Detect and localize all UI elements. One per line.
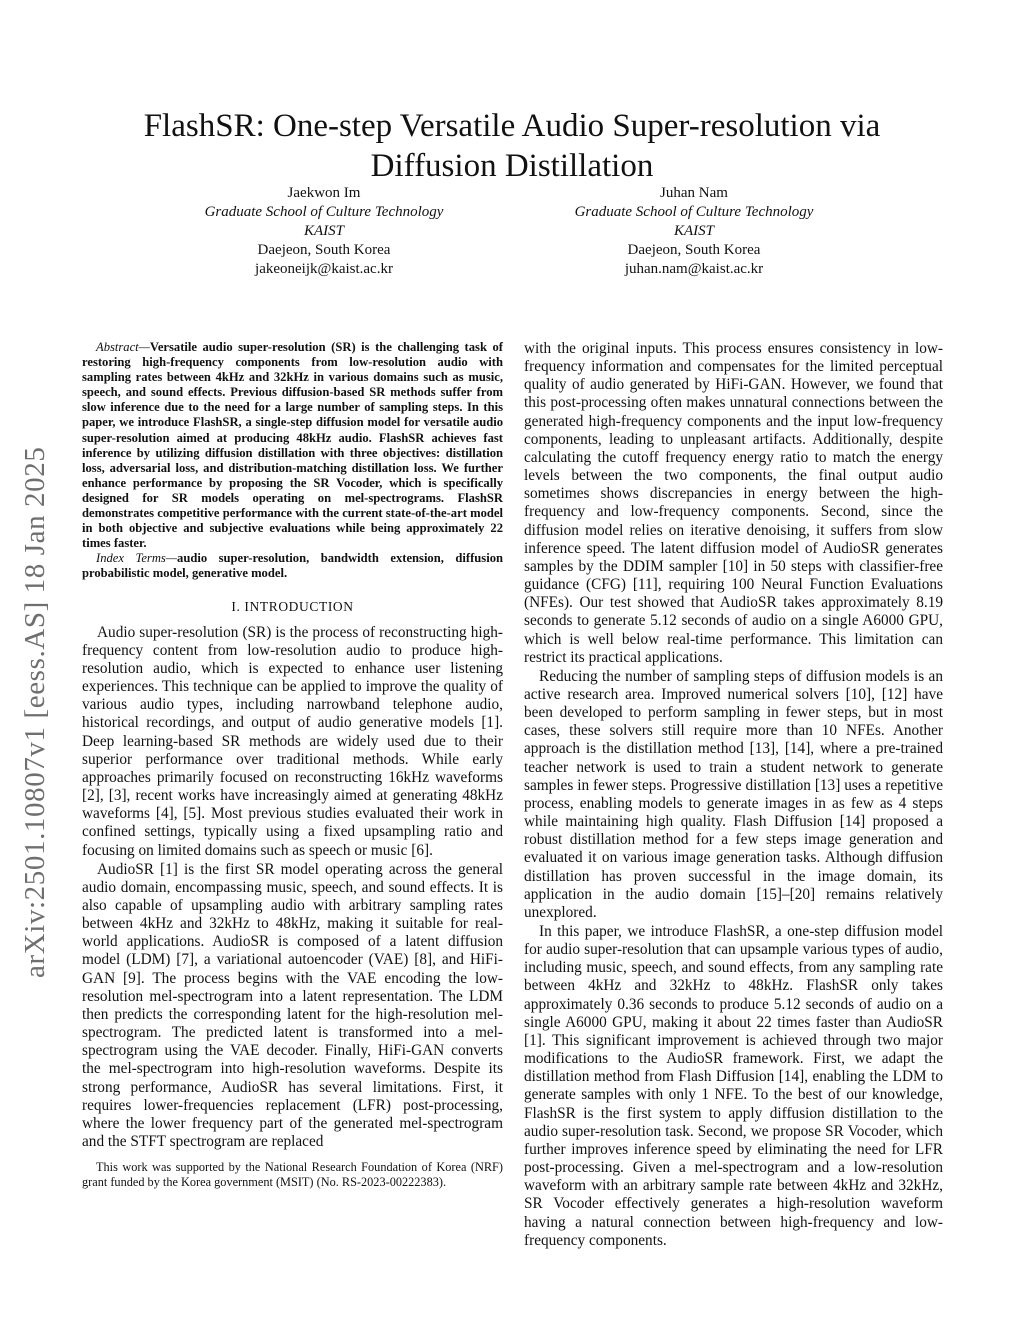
intro-paragraph-4: Reducing the number of sampling steps of diffusion models is an active research area. Improved numerical solvers [10], [12] have been developed to perform sampling in fewer steps, but in most cases, these solvers still require more than 10 NFEs. Another approach is the distillation method [13], [14], where a pre-trained teacher network is used to train a student network to generate samples in fewer steps. Progressive distillation [13] uses a repetitive process, enabling models to generate images in as few as 4 steps while maintaining high quality. Flash Diffusion [14] proposed a robust distillation method for a few steps image generation and evaluated it on various image generation tasks. Although diffusion distillation has proven successful in the image domain, its application in the audio domain [15]–[20] remains relatively unexplored.	[524, 667, 943, 921]
left-column	[82, 340, 503, 1151]
author-affiliation: Graduate School of Culture Technology	[204, 204, 444, 220]
index-terms-label: Index Terms—	[96, 551, 178, 566]
intro-paragraph-3: with the original inputs. This process ensures consistency in low-frequency information and compensates for the limited perceptual quality of audio generated by HiFi-GAN. However, we found that this post-processing often makes unnatural connections between the generated high-frequency components and the input low-frequency components, leading to unpleasant artifacts. Additionally, despite calculating the cutoff frequency energy ratio to match the energy levels between the two components, the final output audio sometimes shows discrepancies in energy between the high-frequency and low-frequency components. Second, since the diffusion model relies on iterative denoising, it suffers from slow inference speed. The latent diffusion model of AudioSR generates samples by the DDIM sampler [10] in 50 steps with classifier-free guidance (CFG) [11], requiring 100 Neural Function Evaluations (NFEs). Our test showed that AudioSR takes approximately 8.19 seconds to generate 5.12 seconds of audio on a single A6000 GPU, which is well below real-time performance. This limitation can restrict its practical applications.	[524, 340, 943, 666]
index-terms-text: audio super-resolution, bandwidth extension, diffusion probabilistic model, generative model.	[82, 551, 503, 581]
author-location: Daejeon, South Korea	[627, 242, 761, 258]
author-block-1	[144, 184, 504, 279]
author-email[interactable]: jakeoneijk@kaist.ac.kr	[255, 261, 393, 277]
intro-paragraph-5: In this paper, we introduce FlashSR, a one-step diffusion model for audio super-resolution that can upsample various types of audio, including music, speech, and sound effects, from any sampling rate between 4kHz and 32kHz to 48kHz. FlashSR only takes approximately 0.36 seconds to produce 5.12 seconds of audio on a single A6000 GPU, making it about 22 times faster than AudioSR [1]. This significant improvement is achieved through two major modifications to the AudioSR framework. First, we adapt the distillation method from Flash Diffusion [14], enabling the LDM to generate samples with only 1 NFE. To the best of our knowledge, FlashSR is the first system to apply diffusion distillation to the audio super-resolution task. Second, we propose SR Vocoder, which further improves inference speed by eliminating the need for LFR post-processing. Given a mel-spectrogram and a low-resolution waveform with an arbitrary sample rate between 4kHz and 32kHz, SR Vocoder effectively generates a high-resolution waveform having a natural connection between high-frequency and low-frequency components.	[524, 923, 943, 1249]
arxiv-identifier[interactable]: arXiv:2501.10807v1 [eess.AS] 18 Jan 2025	[19, 446, 51, 978]
author-block-2	[514, 184, 874, 279]
author-affiliation: Graduate School of Culture Technology	[574, 204, 814, 220]
title-line-1: FlashSR: One-step Versatile Audio Super-resolution via	[143, 108, 881, 145]
author-institution: KAIST	[303, 223, 344, 239]
author-institution: KAIST	[673, 223, 714, 239]
title-line-2: Diffusion Distillation	[370, 148, 654, 185]
index-terms	[82, 551, 503, 581]
abstract-text: Versatile audio super-resolution (SR) is the challenging task of restoring high-frequency components from low-resolution audio with sampling rates between 4kHz and 32kHz in various domains such as music, speech, and sound effects. Previous diffusion-based SR methods suffer from slow inference due to the need for a large number of sampling steps. In this paper, we introduce FlashSR, a single-step diffusion model for versatile audio super-resolution aimed at producing 48kHz audio. FlashSR achieves fast inference by utilizing diffusion distillation with three objectives: distillation loss, adversarial loss, and distribution-matching distillation loss. We further enhance performance by proposing the SR Vocoder, which is specifically designed for SR models operating on mel-spectrograms. FlashSR demonstrates competitive performance with the current state-of-the-art model in both objective and subjective evaluations while being approximately 22 times faster.	[82, 340, 503, 551]
author-name: Juhan Nam	[660, 185, 728, 201]
right-column	[524, 340, 943, 1250]
funding-footnote: This work was supported by the National Research Foundation of Korea (NRF) grant funded by the Korea government (MSIT) (No. RS-2023-00222383).	[82, 1160, 503, 1190]
abstract	[82, 340, 503, 551]
intro-paragraph-2: AudioSR [1] is the first SR model operating across the general audio domain, encompassing music, speech, and sound effects. It is also capable of upsampling audio with arbitrary sampling rates between 4kHz and 32kHz to 48kHz, making it suitable for real-world applications. AudioSR is composed of a latent diffusion model (LDM) [7], a variational autoencoder (VAE) [8], and HiFi-GAN [9]. The process begins with the VAE encoding the low-resolution mel-spectrogram into a latent representation. The LDM then predicts the corresponding latent for the high-resolution mel-spectrogram. The predicted latent is transformed into a mel-spectrogram using the VAE decoder. Finally, HiFi-GAN converts the mel-spectrogram into high-resolution waveforms. Despite its strong performance, AudioSR has several limitations. First, it requires lower-frequencies replacement (LFR) post-processing, where the lower frequency part of the generated mel-spectrogram and the STFT spectrogram are replaced	[82, 860, 503, 1151]
intro-paragraph-1: Audio super-resolution (SR) is the process of reconstructing high-frequency content from low-resolution audio to produce high-resolution audio, which is expected to enhance user listening experiences. This technique can be applied to improve the quality of various audio types, including narrowband telephone audio, historical recordings, and output of audio generative models [1]. Deep learning-based SR methods are widely used due to their superior performance over traditional methods. While early approaches primarily focused on reconstructing 16kHz waveforms [2], [3], recent works have increasingly aimed at generating 48kHz waveforms [4], [5]. Most previous studies evaluated their work in confined settings, typically using a fixed upsampling ratio and focusing on limited domains such as speech or music [6].	[82, 623, 503, 859]
section-heading-introduction: I. INTRODUCTION	[231, 598, 354, 614]
author-name: Jaekwon Im	[287, 185, 361, 201]
abstract-label: Abstract—	[96, 340, 150, 354]
author-location: Daejeon, South Korea	[257, 242, 391, 258]
paper-title	[100, 106, 924, 186]
author-email[interactable]: juhan.nam@kaist.ac.kr	[624, 261, 764, 277]
